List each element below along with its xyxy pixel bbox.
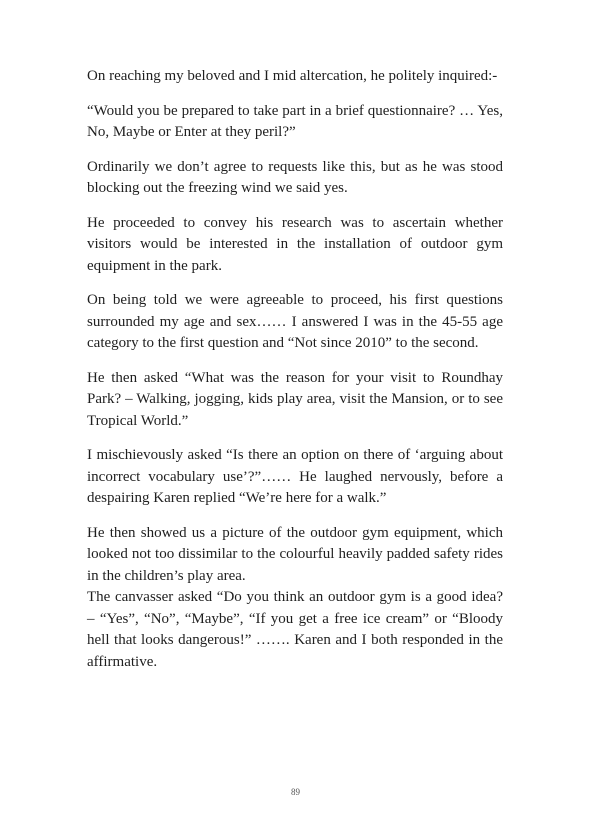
paragraph-5: On being told we were agreeable to proceed, his first questions surrounded my age and sex…… I answered I was in the 45-55 age category to the first question and “Not since 2010” to the second. — [87, 292, 503, 351]
page-number: 89 — [291, 787, 300, 797]
paragraph-1: On reaching my beloved and I mid altercation, he politely inquired:- — [87, 68, 498, 84]
paragraph-4: He proceeded to convey his research was to ascertain whether visitors would be interested in the installation of outdoor gym equipment in the park. — [87, 214, 503, 274]
body-text — [87, 66, 503, 686]
paragraph-9: The canvasser asked “Do you think an outdoor gym is a good idea? – “Yes”, “No”, “Maybe”, “If you get a free ice cream” or “Bloody hell that looks dangerous!” ……. Karen and I both responded in the affirmative. — [87, 589, 503, 670]
paragraph-7: I mischievously asked “Is there an option on there of ‘arguing about incorrect vocabulary use’?”…… He laughed nervously, before a despairing Karen replied “We’re here for a walk.” — [87, 447, 503, 506]
paragraph-6: He then asked “What was the reason for your visit to Roundhay Park? – Walking, jogging, kids play area, visit the Mansion, or to see Tropical World.” — [87, 369, 503, 429]
paragraph-3: Ordinarily we don’t agree to requests like this, but as he was stood blocking out the freezing wind we said yes. — [87, 158, 503, 196]
paragraph-2: “Would you be prepared to take part in a brief questionnaire? … Yes, No, Maybe or Enter at they peril?” — [87, 102, 503, 140]
paragraph-8: He then showed us a picture of the outdoor gym equipment, which looked not too dissimilar to the colourful heavily padded safety rides in the children’s play area. — [87, 524, 503, 584]
